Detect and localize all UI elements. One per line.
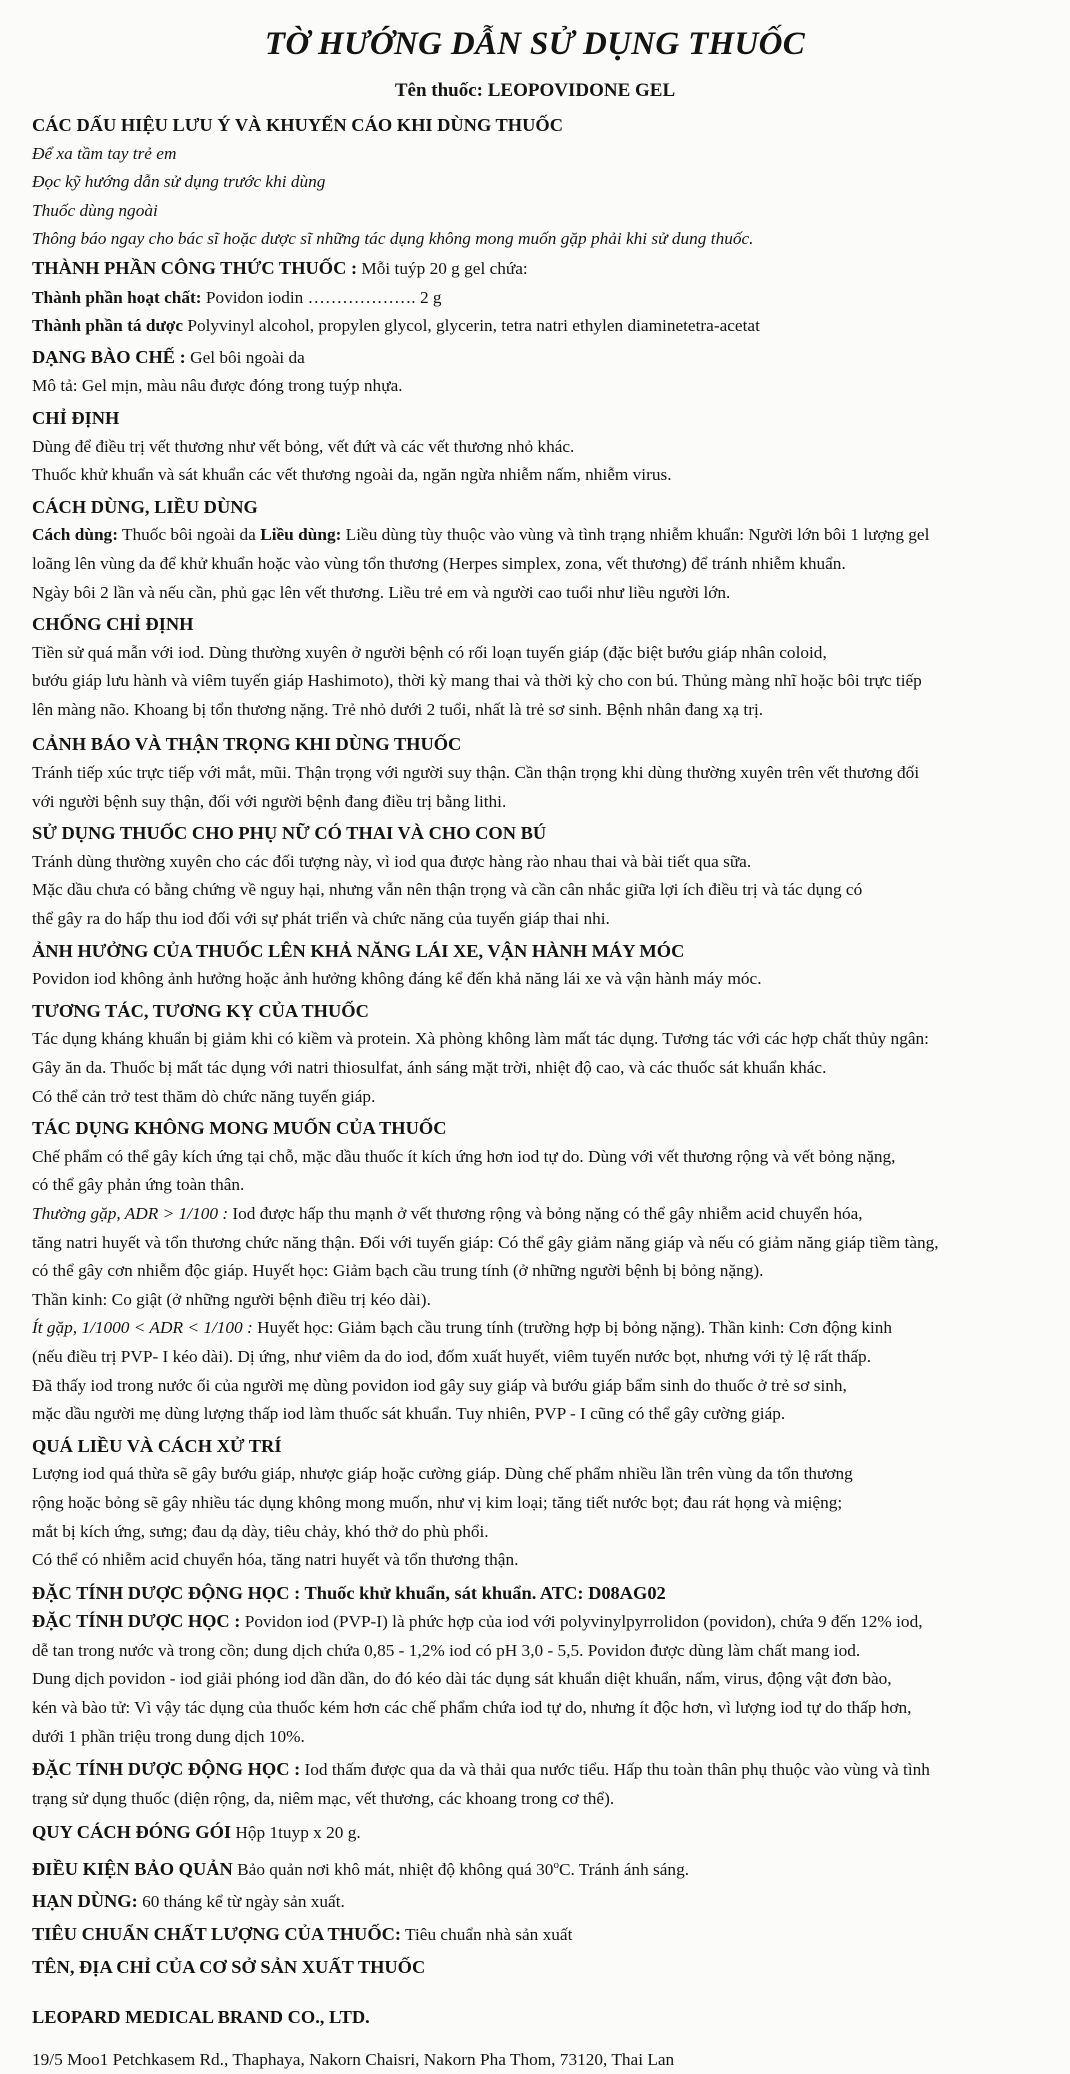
overdose-line: rộng hoặc bỏng sẽ gây nhiều tác dụng không mong muốn, như vị kim loại; tăng tiết nước bọt; đau rát họng và miệng;	[32, 1492, 843, 1512]
pharmacodynamics-line: kén và bào tử: Vì vậy tác dụng của thuốc kém hơn các chế phẩm chứa iod tự do, nhưng ít độc hơn, vì lượng iod tự do thấp hơn,	[32, 1698, 912, 1718]
interactions-line: Tác dụng kháng khuẩn bị giảm khi có kiềm và protein. Xà phòng không làm mất tác dụng. Tương tác với các hợp chất thủy ngân:	[32, 1029, 929, 1049]
usage-method-label: Cách dùng:	[32, 525, 118, 545]
contraindications-line: bướu giáp lưu hành và viêm tuyến giáp Hashimoto), thời kỳ mang thai và thời kỳ cho con bú. Thủng màng nhĩ hoặc bôi trực tiếp	[32, 671, 922, 691]
side-effects-common	[32, 1200, 1042, 1229]
composition-section	[32, 254, 1042, 284]
composition-heading: THÀNH PHẦN CÔNG THỨC THUỐC :	[32, 257, 358, 278]
pharmacokinetics-heading: ĐẶC TÍNH DƯỢC ĐỘNG HỌC :	[32, 1759, 301, 1780]
packaging-heading: QUY CÁCH ĐÓNG GÓI	[32, 1822, 232, 1843]
interactions-line: Gây ăn da. Thuốc bị mất tác dụng với natri thiosulfat, ánh sáng mặt trời, nhiệt độ cao, và các thuốc sát khuẩn khác.	[32, 1058, 827, 1077]
active-ingredient-label: Thành phần hoạt chất:	[32, 287, 202, 307]
excipients-text: Polyvinyl alcohol, propylen glycol, glycerin, tetra natri ethylen diaminetetra-acetat	[183, 316, 760, 336]
usage-line: Ngày bôi 2 lần và nếu cần, phủ gạc lên vết thương. Liều trẻ em và người cao tuổi như liều người lớn.	[32, 582, 731, 602]
pharmacokinetics-text: Iod thấm được qua da và thải qua nước tiểu. Hấp thu toàn thân phụ thuộc vào vùng và tình	[300, 1760, 930, 1780]
active-ingredient	[32, 284, 1042, 313]
pharmacodynamics-line: Dung dịch povidon - iod giải phóng iod dần dần, do đó kéo dài tác dụng sát khuẩn diệt khuẩn, nấm, virus, động vật đơn bào,	[32, 1669, 892, 1689]
quality-section	[32, 1920, 1042, 1950]
dosage-form-section	[32, 343, 1042, 373]
manufacturer-heading: TÊN, ĐỊA CHỈ CỦA CƠ SỞ SẢN XUẤT THUỐC	[32, 1956, 426, 1977]
precautions-line: với người bệnh suy thận, đối với người bệnh đang điều trị bằng lithi.	[32, 791, 507, 811]
composition-text: Mỗi tuýp 20 g gel chứa:	[357, 258, 528, 278]
pharmacodynamics-heading: ĐẶC TÍNH DƯỢC HỌC :	[32, 1611, 241, 1632]
usage-dose-text: Liều dùng tùy thuộc vào vùng và tình trạng nhiễm khuẩn: Người lớn bôi 1 lượng gel	[341, 525, 930, 545]
common-label: Thường gặp, ADR > 1/100 :	[32, 1203, 229, 1223]
side-effects-line: có thể gây cơn nhiễm độc giáp. Huyết học: Giảm bạch cầu trung tính (ở những người bệnh bị bỏng nặng).	[32, 1261, 764, 1281]
pregnancy-line: Mặc dầu chưa có bằng chứng về nguy hại, nhưng vẫn nên thận trọng và cần cân nhắc giữa lợi ích điều trị và tác dụng có	[32, 880, 863, 900]
side-effects-line: mặc dầu người mẹ dùng lượng thấp iod làm thuốc sát khuẩn. Tuy nhiên, PVP - I cũng có thể gây cường giáp.	[32, 1404, 786, 1424]
side-effects-line: tăng natri huyết và tổn thương chức năng thận. Đối với tuyến giáp: Có thể gây giảm năng giáp và nếu có giảm năng giáp tiềm tàng,	[32, 1232, 939, 1252]
expiry-text: 60 tháng kể từ ngày sản xuất.	[137, 1892, 345, 1912]
pharmacodynamics-line: dưới 1 phần triệu trong dung dịch 10%.	[32, 1726, 305, 1746]
expiry-section	[32, 1887, 1042, 1917]
overdose-line: Lượng iod quá thừa sẽ gây bướu giáp, nhược giáp hoặc cường giáp. Dùng chế phẩm nhiều lần trên vùng da tổn thương	[32, 1464, 853, 1484]
rare-label: Ít gặp, 1/1000 < ADR < 1/100 :	[32, 1318, 253, 1338]
packaging-text: Hộp 1tuyp x 20 g.	[231, 1823, 361, 1843]
leaflet-body	[32, 108, 1042, 2074]
excipients	[32, 312, 1042, 341]
side-effects-line: có thể gây phản ứng toàn thân.	[32, 1175, 245, 1195]
active-ingredient-text: Povidon iodin ………………. 2 g	[201, 287, 442, 307]
overdose-line: mắt bị kích ứng, sưng; đau dạ dày, tiêu chảy, khó thở do phù phổi.	[32, 1521, 489, 1541]
warning-line: Để xa tầm tay trẻ em	[32, 143, 177, 163]
storage-text: Bảo quản nơi khô mát, nhiệt độ không quá 30	[232, 1859, 554, 1879]
contraindications-line: Tiền sử quá mẫn với iod. Dùng thường xuyên ở người bệnh có rối loạn tuyến giáp (đặc biệt bướu giáp nhân coloid,	[32, 642, 827, 662]
document-title: TỜ HƯỚNG DẪN SỬ DỤNG THUỐC	[264, 26, 806, 62]
side-effects-line: (nếu điều trị PVP- I kéo dài). Dị ứng, như viêm da do iod, đốm xuất huyết, viêm tuyến nước bọt, nhưng với tỷ lệ rất thấp.	[32, 1346, 872, 1366]
storage-tail: C. Tránh ánh sáng.	[558, 1859, 690, 1879]
usage-line	[32, 521, 1042, 550]
side-effects-heading: TÁC DỤNG KHÔNG MONG MUỐN CỦA THUỐC	[32, 1118, 447, 1139]
side-effects-line: Đã thấy iod trong nước ối của người mẹ dùng povidon iod gây suy giáp và bướu giáp bẩm sinh do thuốc ở trẻ sơ sinh,	[32, 1375, 847, 1395]
pharmacokinetics-section	[32, 1755, 1042, 1785]
drug-name: Tên thuốc: LEOPOVIDONE GEL	[394, 80, 676, 101]
driving-line: Povidon iod không ảnh hưởng hoặc ảnh hưởng không đáng kể đến khả năng lái xe và vận hành máy móc.	[32, 969, 762, 989]
usage-method-text: Thuốc bôi ngoài da	[117, 525, 261, 545]
overdose-line: Có thể có nhiễm acid chuyển hóa, tăng natri huyết và tổn thương thận.	[32, 1550, 519, 1570]
usage-heading: CÁCH DÙNG, LIỀU DÙNG	[32, 496, 258, 517]
side-effects-line: Chế phẩm có thể gây kích ứng tại chỗ, mặc dầu thuốc ít kích ứng hơn iod tự do. Dùng với vết thương rộng và vết bỏng nặng,	[32, 1146, 896, 1166]
interactions-line: Có thể cản trở test thăm dò chức năng tuyến giáp.	[32, 1086, 376, 1106]
manufacturer-company: LEOPARD MEDICAL BRAND CO., LTD.	[32, 2007, 370, 2028]
pharmacodynamics-line: dễ tan trong nước và trong cồn; dung dịch chứa 0,85 - 1,2% iod có pH 3,0 - 5,5. Povidon được dùng làm chất mang iod.	[32, 1640, 861, 1660]
precautions-heading: CẢNH BÁO VÀ THẬN TRỌNG KHI DÙNG THUỐC	[32, 734, 462, 755]
warning-line: Đọc kỹ hướng dẫn sử dụng trước khi dùng	[32, 172, 326, 192]
precautions-line: Tránh tiếp xúc trực tiếp với mắt, mũi. Thận trọng với người suy thận. Cần thận trọng khi dùng thường xuyên trên vết thương đối	[32, 763, 920, 783]
side-effects-rare	[32, 1314, 1042, 1343]
rare-text: Huyết học: Giảm bạch cầu trung tính (trường hợp bị bỏng nặng). Thần kinh: Cơn động kinh	[252, 1318, 893, 1338]
driving-heading: ẢNH HƯỞNG CỦA THUỐC LÊN KHẢ NĂNG LÁI XE, VẬN HÀNH MÁY MÓC	[32, 940, 685, 961]
expiry-heading: HẠN DÙNG:	[32, 1891, 138, 1912]
manufacturer-address: 19/5 Moo1 Petchkasem Rd., Thaphaya, Nakorn Chaisri, Nakorn Pha Thom, 73120, Thai Lan	[32, 2049, 675, 2069]
warnings-heading: CÁC DẤU HIỆU LƯU Ý VÀ KHUYẾN CÁO KHI DÙNG THUỐC	[32, 115, 563, 135]
common-text: Iod được hấp thu mạnh ở vết thương rộng và bỏng nặng có thể gây nhiễm acid chuyển hóa,	[228, 1203, 863, 1223]
indications-line: Dùng để điều trị vết thương như vết bỏng, vết đứt và các vết thương nhỏ khác.	[32, 436, 575, 456]
quality-text: Tiêu chuẩn nhà sản xuất	[401, 1924, 573, 1944]
pregnancy-line: Tránh dùng thường xuyên cho các đối tượng này, vì iod qua được hàng rào nhau thai và bài tiết qua sữa.	[32, 851, 752, 871]
excipients-label: Thành phần tá dược	[32, 316, 184, 336]
warning-line: Thông báo ngay cho bác sĩ hoặc dược sĩ những tác dụng không mong muốn gặp phải khi sử dung thuốc.	[32, 229, 754, 249]
dosage-form-heading: DẠNG BÀO CHẾ :	[32, 346, 186, 367]
quality-heading: TIÊU CHUẨN CHẤT LƯỢNG CỦA THUỐC:	[32, 1923, 402, 1944]
contraindications-line: lên màng não. Khoang bị tổn thương nặng. Trẻ nhỏ dưới 2 tuổi, nhất là trẻ sơ sinh. Bệnh nhân đang xạ trị.	[32, 699, 764, 719]
usage-dose-label: Liều dùng:	[260, 525, 342, 545]
pharmacotherapeutic-group: ĐẶC TÍNH DƯỢC ĐỘNG HỌC : Thuốc khử khuẩn, sát khuẩn. ATC: D08AG02	[32, 1582, 666, 1603]
pharmacodynamics-section	[32, 1607, 1042, 1637]
warning-line: Thuốc dùng ngoài	[32, 200, 158, 220]
contraindications-heading: CHỐNG CHỈ ĐỊNH	[32, 614, 194, 635]
pharmacokinetics-line: trạng sử dụng thuốc (diện rộng, da, niêm mạc, vết thương, các khoang trong cơ thể).	[32, 1788, 615, 1808]
packaging-section	[32, 1818, 1042, 1848]
storage-section	[32, 1851, 1042, 1884]
interactions-heading: TƯƠNG TÁC, TƯƠNG KỴ CỦA THUỐC	[32, 1000, 369, 1021]
storage-heading: ĐIỀU KIỆN BẢO QUẢN	[32, 1858, 233, 1879]
overdose-heading: QUÁ LIỀU VÀ CÁCH XỬ TRÍ	[32, 1435, 282, 1456]
pregnancy-heading: SỬ DỤNG THUỐC CHO PHỤ NỮ CÓ THAI VÀ CHO CON BÚ	[32, 823, 547, 844]
pregnancy-line: thể gây ra do hấp thu iod đối với sự phát triển và chức năng của tuyến giáp thai nhi.	[32, 909, 610, 929]
pharmacodynamics-text: Povidon iod (PVP-I) là phức hợp của iod với polyvinylpyrrolidon (povidon), chứa 9 đến 12% iod,	[240, 1612, 923, 1632]
indications-line: Thuốc khử khuẩn và sát khuẩn các vết thương ngoài da, ngăn ngừa nhiễm nấm, nhiễm virus.	[32, 465, 672, 485]
degree-symbol: o	[553, 1859, 559, 1872]
usage-line: loãng lên vùng da để khử khuẩn hoặc vào vùng tổn thương (Herpes simplex, zona, vết thương) để tránh nhiễm khuẩn.	[32, 553, 846, 573]
dosage-form-text: Gel bôi ngoài da	[185, 347, 305, 367]
side-effects-line: Thần kinh: Co giật (ở những người bệnh điều trị kéo dài).	[32, 1289, 431, 1309]
indications-heading: CHỈ ĐỊNH	[32, 407, 120, 428]
dosage-form-description: Mô tả: Gel mịn, màu nâu được đóng trong tuýp nhựa.	[32, 376, 403, 396]
